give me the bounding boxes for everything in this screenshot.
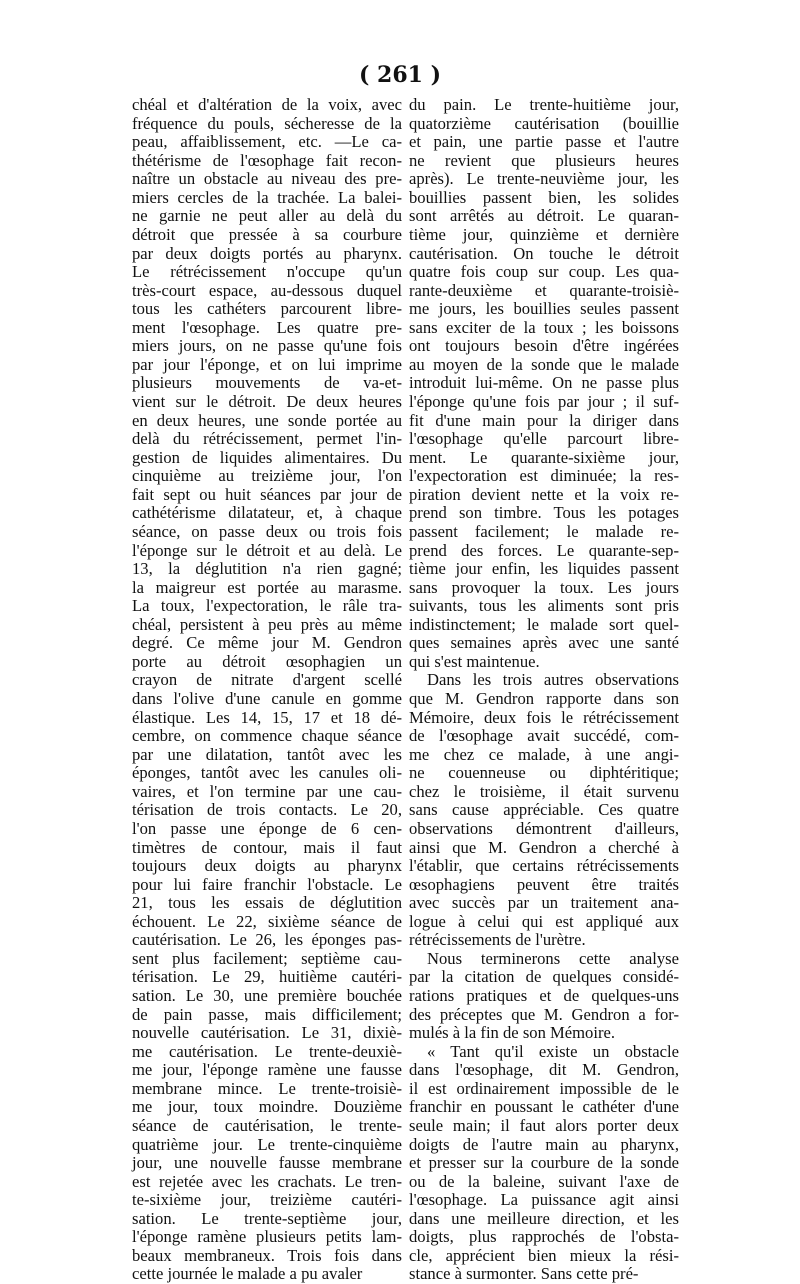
text-line: cette journée le malade a pu avaler (132, 1264, 363, 1284)
text-line: ont toujours besoin d'être ingérées (409, 336, 679, 356)
text-line: l'éponge ramène plusieurs petits lam- (132, 1227, 402, 1247)
text-line: ne couenneuse ou diphtéritique; (409, 763, 679, 783)
text-line: rante-deuxième et quarante-troisiè- (409, 280, 679, 300)
text-line: quatrième jour. Le trente-cinquième (132, 1134, 402, 1154)
right-column (409, 96, 679, 1284)
text-line: que M. Gendron rapporte dans son (409, 689, 679, 708)
text-line: quatre fois coup sur coup. Les qua- (409, 262, 679, 282)
text-line: cautérisation. Le 26, les éponges pas- (132, 930, 402, 950)
text-line: rations pratiques et de quelques-uns (409, 986, 679, 1005)
text-line: seule main; il faut alors porter deux (409, 1115, 679, 1135)
text-line: détroit que pressée à sa courbure (132, 224, 402, 244)
text-line: sation. Le trente-septième jour, (132, 1208, 402, 1228)
text-line: la maigreur est portée au marasme. (132, 577, 402, 597)
text-line: séance, on passe deux ou trois fois (132, 521, 402, 541)
text-line: l'éponge qu'une fois par jour ; il suf- (409, 392, 679, 411)
text-line: doigts, plus rapprochés de l'obsta- (409, 1227, 679, 1247)
text-line: me cautérisation. Le trente-deuxiè- (132, 1041, 402, 1061)
text-line: naître un obstacle au niveau des pre- (132, 169, 402, 189)
text-line: membrane mince. Le trente-troisiè- (132, 1078, 402, 1098)
text-line: cle, apprécient bien mieux la rési- (409, 1245, 679, 1265)
text-line: l'éponge sur le détroit et au delà. Le (132, 540, 402, 560)
text-line: est rejetée avec les crachats. Le tren- (132, 1171, 402, 1191)
text-line: fit d'une main pour la diriger dans (409, 410, 679, 430)
text-line: chez le troisième, il était survenu (409, 781, 679, 801)
text-line: Dans les trois autres observations (427, 670, 679, 690)
text-line: tous les cathéters parcourent libre- (132, 299, 402, 319)
text-line: Nous terminerons cette analyse (427, 948, 679, 968)
text-line: miers jours, on ne passe qu'une fois (132, 336, 402, 356)
text-line: l'on passe une éponge de 6 cen- (132, 818, 402, 838)
text-line: échouent. Le 22, sixième séance de (132, 911, 402, 931)
text-line: avec succès par un traitement ana- (409, 893, 679, 913)
text-line: miers cercles de la trachée. La balei- (132, 187, 402, 207)
text-line: l'œsophage qu'elle parcourt libre- (409, 429, 679, 449)
text-line: me chez ce malade, à une angi- (409, 744, 679, 764)
text-line: l'expectoration est diminuée; la res- (409, 466, 679, 486)
text-line: quatorzième cautérisation (bouillie (409, 113, 679, 133)
text-line: pour lui faire franchir l'obstacle. Le (132, 874, 402, 894)
text-line: Le rétrécissement n'occupe qu'un (132, 262, 402, 282)
text-line: ne revient que plusieurs heures (409, 150, 679, 170)
text-line: me jour, toux moindre. Douzième (132, 1097, 402, 1117)
text-line: beaux membraneux. Trois fois dans (132, 1245, 402, 1265)
text-line: stance à surmonter. Sans cette pré- (409, 1264, 639, 1284)
text-line: térisation. Le 29, huitième cautéri- (132, 967, 402, 987)
text-line: tième jour enfin, les liquides passent (409, 559, 679, 579)
text-line: 13, la déglutition n'a rien gagné; (132, 559, 402, 579)
text-line: thétérisme de l'œsophage fait recon- (132, 150, 402, 170)
text-line: chéal et d'altération de la voix, avec (132, 95, 402, 114)
text-line: prend son timbre. Tous les potages (409, 503, 679, 523)
text-line: ment. Le quarante-sixième jour, (409, 447, 679, 467)
page-number: ( 261 ) (358, 62, 442, 88)
text-line: cinquième au treizième jour, l'on (132, 466, 402, 486)
text-line: introduit lui-même. On ne passe plus (409, 373, 679, 393)
text-line: par une dilatation, tantôt avec les (132, 744, 402, 764)
text-line: franchir en poussant le cathéter d'une (409, 1097, 679, 1117)
text-line: peau, affaiblissement, etc. —Le ca- (132, 132, 402, 152)
text-line: dans une meilleure direction, et les (409, 1208, 679, 1228)
text-line: de l'œsophage avait succédé, com- (409, 726, 679, 746)
text-line: par jour l'éponge, et on lui imprime (132, 354, 402, 374)
text-line: sont arrêtés au détroit. Le quaran- (409, 206, 679, 226)
text-line: ques semaines après avec une santé (409, 633, 679, 653)
text-line: l'œsophage. La puissance agit ainsi (409, 1190, 679, 1210)
text-line: du pain. Le trente-huitième jour, (409, 95, 679, 114)
text-line: élastique. Les 14, 15, 17 et 18 dé- (132, 707, 402, 727)
text-line: tième jour, quinzième et dernière (409, 224, 679, 244)
text-line: de pain passe, mais difficilement; (132, 1004, 402, 1024)
text-line: mulés à la fin de son Mémoire. (409, 1023, 615, 1043)
text-line: toujours deux doigts au pharynx (132, 856, 402, 876)
text-line: des préceptes que M. Gendron a for- (409, 1004, 679, 1024)
text-line: observations démontrent d'ailleurs, (409, 818, 679, 838)
text-line: rétrécissements de l'urètre. (409, 930, 586, 950)
text-line: sans cause appréciable. Ces quatre (409, 800, 679, 820)
text-line: très-court espace, au-dessous duquel (132, 280, 402, 300)
text-line: Mémoire, deux fois le rétrécissement (409, 707, 679, 727)
text-line: au moyen de la sonde que le malade (409, 354, 679, 374)
text-line: sans provoquer la toux. Les jours (409, 577, 679, 597)
text-line: il est ordinairement impossible de le (409, 1078, 679, 1098)
text-line: fréquence du pouls, sécheresse de la (132, 113, 402, 133)
text-line: éponges, tantôt avec les canules oli- (132, 763, 402, 783)
left-column (132, 96, 402, 1284)
text-line: nouvelle cautérisation. Le 31, dixiè- (132, 1023, 402, 1043)
text-line: passent facilement; le malade re- (409, 521, 679, 541)
text-line: bouillies passent bien, les solides (409, 187, 679, 207)
text-line: 21, tous les essais de déglutition (132, 893, 402, 913)
text-line: jour, une nouvelle fausse membrane (132, 1153, 402, 1173)
text-line: dans l'œsophage, dit M. Gendron, (409, 1060, 679, 1080)
text-line: qui s'est maintenue. (409, 651, 540, 671)
text-line: sans exciter de la toux ; les boissons (409, 317, 679, 337)
text-line: te-sixième jour, treizième cautéri- (132, 1190, 402, 1210)
text-line: térisation de trois contacts. Le 20, (132, 800, 402, 820)
text-line: me jour, l'éponge ramène une fausse (132, 1060, 402, 1080)
text-line: sation. Le 30, une première bouchée (132, 986, 402, 1005)
text-line: delà du rétrécissement, permet l'in- (132, 429, 402, 449)
text-line: et pain, une partie passe et l'autre (409, 132, 679, 152)
text-line: timètres de contour, mais il faut (132, 837, 402, 857)
text-line: piration devient nette et la voix re- (409, 484, 679, 504)
text-line: fait sept ou huit séances par jour de (132, 484, 402, 504)
text-line: porte au détroit œsophagien un (132, 651, 402, 671)
text-line: gestion de liquides alimentaires. Du (132, 447, 402, 467)
text-line: l'établir, que certains rétrécissements (409, 856, 679, 876)
text-line: cathétérisme dilatateur, et, à chaque (132, 503, 402, 523)
text-line: vaires, et l'on termine par une cau- (132, 781, 402, 801)
text-line: degré. Ce même jour M. Gendron (132, 633, 402, 653)
text-line: cautérisation. On touche le détroit (409, 243, 679, 263)
text-line: sent plus facilement; septième cau- (132, 948, 402, 968)
text-line: par la citation de quelques considé- (409, 967, 679, 987)
text-line: La toux, l'expectoration, le râle tra- (132, 596, 402, 616)
text-line: logue à celui qui est appliqué aux (409, 911, 679, 931)
text-line: suivants, tous les aliments sont pris (409, 596, 679, 616)
text-line: crayon de nitrate d'argent scellé (132, 670, 402, 690)
text-line: « Tant qu'il existe un obstacle (427, 1041, 679, 1061)
text-line: vient sur le détroit. De deux heures (132, 392, 402, 411)
text-line: prend des forces. Le quarante-sep- (409, 540, 679, 560)
text-line: plusieurs mouvements de va-et- (132, 373, 402, 393)
text-line: indistinctement; le malade sort quel- (409, 614, 679, 634)
text-line: après). Le trente-neuvième jour, les (409, 169, 679, 189)
text-line: ou de la baleine, suivant l'axe de (409, 1171, 679, 1191)
text-line: ment l'œsophage. Les quatre pre- (132, 317, 402, 337)
text-line: par deux doigts portés au pharynx. (132, 243, 402, 263)
text-line: cembre, on commence chaque séance (132, 726, 402, 746)
text-line: et presser sur la courbure de la sonde (409, 1153, 679, 1173)
text-line: ainsi que M. Gendron a cherché à (409, 837, 679, 857)
text-line: ne garnie ne peut aller au delà du (132, 206, 402, 226)
text-line: œsophagiens peuvent être traités (409, 874, 679, 894)
text-line: me jours, les bouillies seules passent (409, 299, 679, 319)
text-line: séance de cautérisation, le trente- (132, 1115, 402, 1135)
text-line: chéal, persistent à peu près au même (132, 614, 402, 634)
text-line: doigts de l'autre main au pharynx, (409, 1134, 679, 1154)
text-line: en deux heures, une sonde portée au (132, 410, 402, 430)
text-line: dans l'olive d'une canule en gomme (132, 689, 402, 708)
